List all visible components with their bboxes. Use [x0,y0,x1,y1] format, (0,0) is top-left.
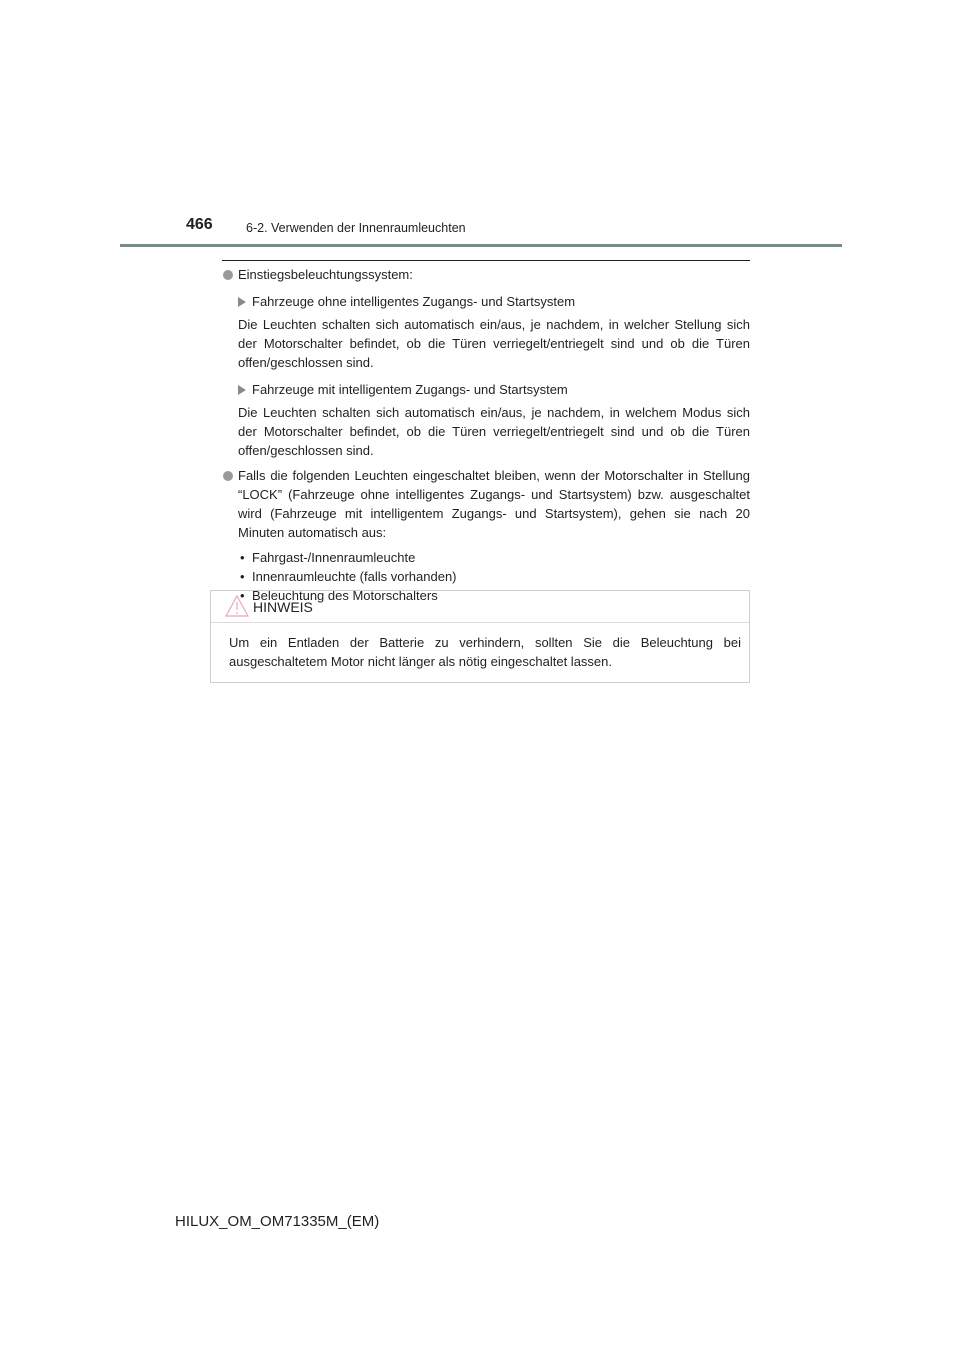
bullet-label: Einstiegsbeleuchtungssystem: [238,267,413,282]
warning-triangle-icon [225,595,249,617]
section-title: 6-2. Verwenden der Innenraumleuchten [246,221,466,235]
list-marker: • [240,569,245,584]
list-item [238,567,750,586]
arrow-right-icon [238,297,246,307]
header-rule [120,244,842,247]
footer-doc-code: HILUX_OM_OM71335M_(EM) [175,1213,380,1230]
bullet-auto-off [222,466,750,542]
bullet-entry-lighting [222,265,750,284]
paragraph: Die Leuchten schalten sich automatisch ein/aus, je nachdem, in welcher Stellung sich der Motorschalter befindet, ob die Türen verriegelt/entriegelt sind und ob die Türen offen/geschlossen sind. [238,317,750,370]
sub-item-without-smart-key [222,292,750,311]
list-marker: • [240,588,245,603]
page-number: 466 [186,216,213,233]
notice-text: Um ein Entladen der Batterie zu verhindern, sollten Sie die Beleuchtung bei ausgeschaltetem Motor nicht länger als nötig eingeschaltet lassen. [229,635,741,669]
paragraph: Die Leuchten schalten sich automatisch ein/aus, je nachdem, in welchem Modus sich der Motorschalter befindet, ob die Türen verriegelt/entriegelt sind und ob die Türen offen/geschlossen sind. [238,405,750,458]
list-item [238,548,750,567]
sub-item-title: Fahrzeuge mit intelligentem Zugangs- und Startsystem [252,382,568,397]
content-top-rule [222,260,750,261]
list-marker: • [240,550,245,565]
bullet-text: Falls die folgenden Leuchten eingeschaltet bleiben, wenn der Motorschalter in Stellung “LOCK” (Fahrzeuge ohne intelligentes Zugangs- und Startsystem) bzw. ausgeschaltet wird (Fahrzeuge mit intelligentem Zugangs- und Startsystem), gehen sie nach 20 Minuten automatisch aus: [238,468,750,540]
sub-item-title: Fahrzeuge ohne intelligentes Zugangs- und Startsystem [252,294,576,309]
bullet-icon [223,270,233,280]
arrow-right-icon [238,385,246,395]
notice-title: HINWEIS [253,599,313,615]
list-item-label: Fahrgast-/Innenraumleuchte [252,550,416,565]
notice-header [211,591,749,623]
notice-box [210,590,750,683]
list-item-label: Innenraumleuchte (falls vorhanden) [252,569,457,584]
sub-item-with-smart-key [222,380,750,399]
list-item-label: Beleuchtung des Motorschalters [252,588,438,603]
main-content [222,260,750,605]
bullet-icon [223,471,233,481]
